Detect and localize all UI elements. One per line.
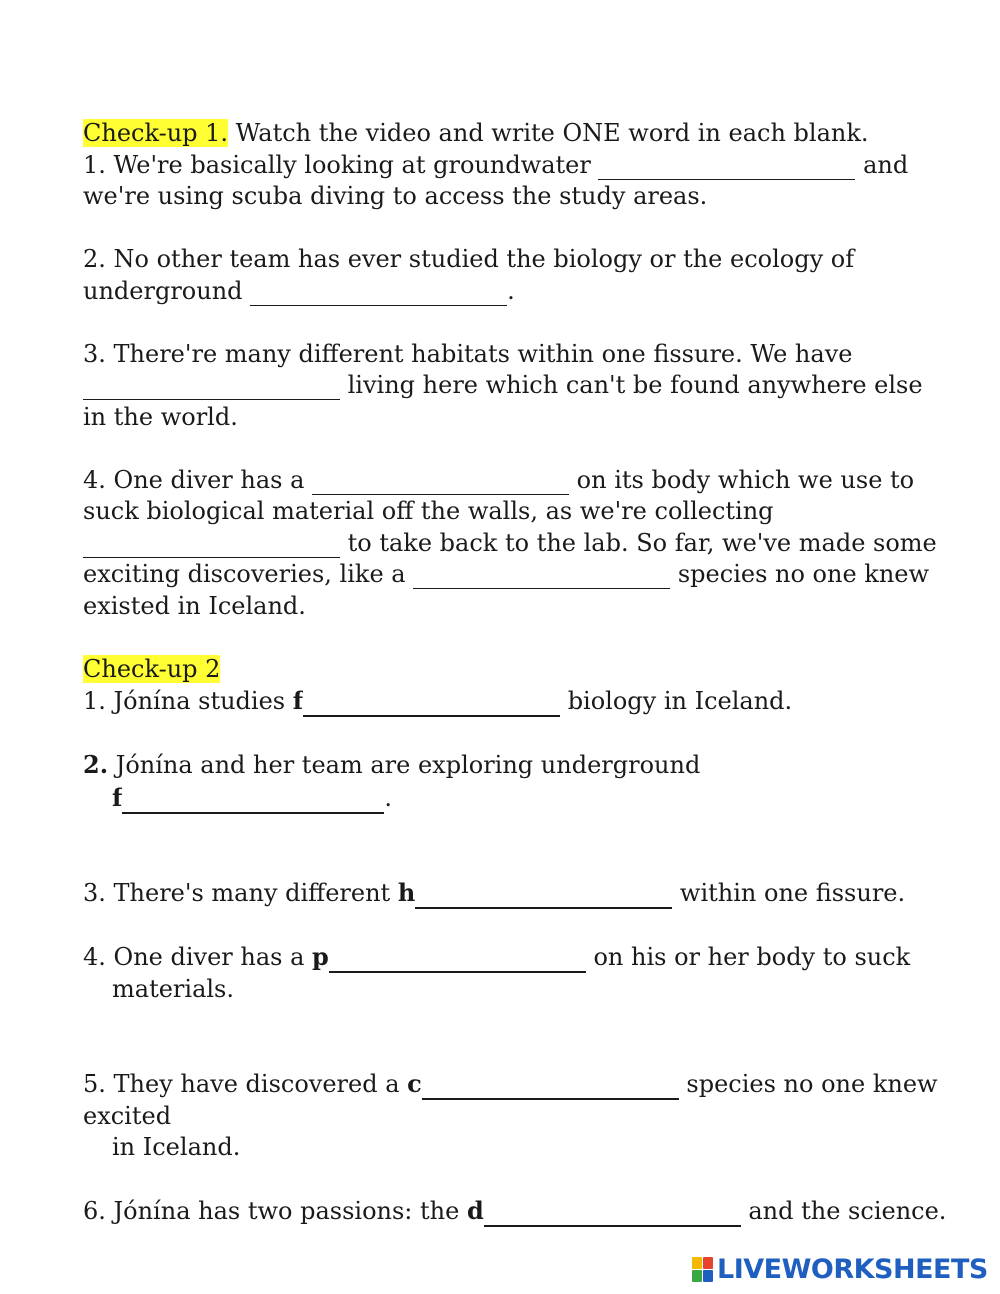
c2-question-4: 4. One diver has a p on his or her body to suck bbox=[83, 942, 911, 971]
c2-q3-letter: h bbox=[397, 878, 416, 907]
c2-question-2-line2: f . bbox=[112, 782, 392, 812]
liveworksheets-logo-text: LIVEWORKSHEETS bbox=[717, 1253, 988, 1285]
check-up-1-heading: Check-up 1. bbox=[83, 119, 229, 147]
c1-q3-blank[interactable] bbox=[83, 373, 340, 400]
c2-question-5: 5. They have discovered a c species no one knew excited bbox=[83, 1069, 938, 1130]
c2-question-3: 3. There's many different h within one fissure. bbox=[83, 878, 906, 907]
c2-q1-letter: f bbox=[292, 686, 304, 715]
c1-q4-blank-3[interactable] bbox=[413, 562, 670, 589]
liveworksheets-logo bbox=[692, 1255, 988, 1283]
check-up-2-heading: Check-up 2 bbox=[83, 654, 221, 683]
c2-q6-letter: d bbox=[466, 1196, 484, 1225]
c2-q4-blank[interactable] bbox=[329, 945, 586, 973]
liveworksheets-mark-icon bbox=[692, 1257, 713, 1282]
c2-q2-letter: f bbox=[112, 782, 123, 812]
logo-square-4 bbox=[703, 1270, 713, 1282]
c1-q1-blank[interactable] bbox=[598, 153, 855, 180]
c2-question-2: 2. Jónína and her team are exploring underground bbox=[83, 750, 701, 779]
c2-question-4-line2: materials. bbox=[112, 974, 234, 1003]
c2-q6-blank[interactable] bbox=[484, 1199, 741, 1227]
c1-question-1: 1. We're basically looking at groundwater and we're using scuba diving to access the study areas. bbox=[83, 150, 909, 210]
c2-q5-blank[interactable] bbox=[422, 1072, 679, 1100]
c1-q4-blank-2[interactable] bbox=[83, 531, 340, 558]
logo-square-3 bbox=[692, 1270, 702, 1282]
c1-question-3: 3. There're many different habitats within one fissure. We have living here which can't be found anywhere else in the world. bbox=[83, 339, 923, 431]
c1-q4-blank-1[interactable] bbox=[312, 468, 569, 495]
logo-square-2 bbox=[703, 1257, 713, 1269]
check-up-1-instruction: Watch the video and write ONE word in each blank. bbox=[228, 119, 869, 147]
check-up-2-intro bbox=[83, 654, 953, 686]
c1-question-4: 4. One diver has a on its body which we use to suck biological material off the walls, as we're collecting to take back to the lab. So far, we've made some exciting discoveries, like a species no one knew existed in Iceland. bbox=[83, 465, 937, 620]
c2-q1-blank[interactable] bbox=[303, 689, 560, 717]
c2-q5-letter: c bbox=[407, 1069, 422, 1098]
c2-q3-blank[interactable] bbox=[415, 881, 672, 909]
c2-question-5-line2: in Iceland. bbox=[112, 1133, 241, 1161]
c2-q4-letter: p bbox=[312, 942, 329, 971]
logo-square-1 bbox=[692, 1257, 702, 1269]
c2-q2-blank[interactable] bbox=[122, 786, 384, 814]
worksheet bbox=[83, 118, 953, 1228]
c1-question-2: 2. No other team has ever studied the biology or the ecology of underground . bbox=[83, 245, 855, 305]
c1-q2-blank[interactable] bbox=[250, 279, 507, 306]
c2-question-6: 6. Jónína has two passions: the d and the science. bbox=[83, 1196, 947, 1225]
c2-question-1: 1. Jónína studies f biology in Iceland. bbox=[83, 686, 793, 715]
check-up-1-intro bbox=[83, 118, 953, 150]
